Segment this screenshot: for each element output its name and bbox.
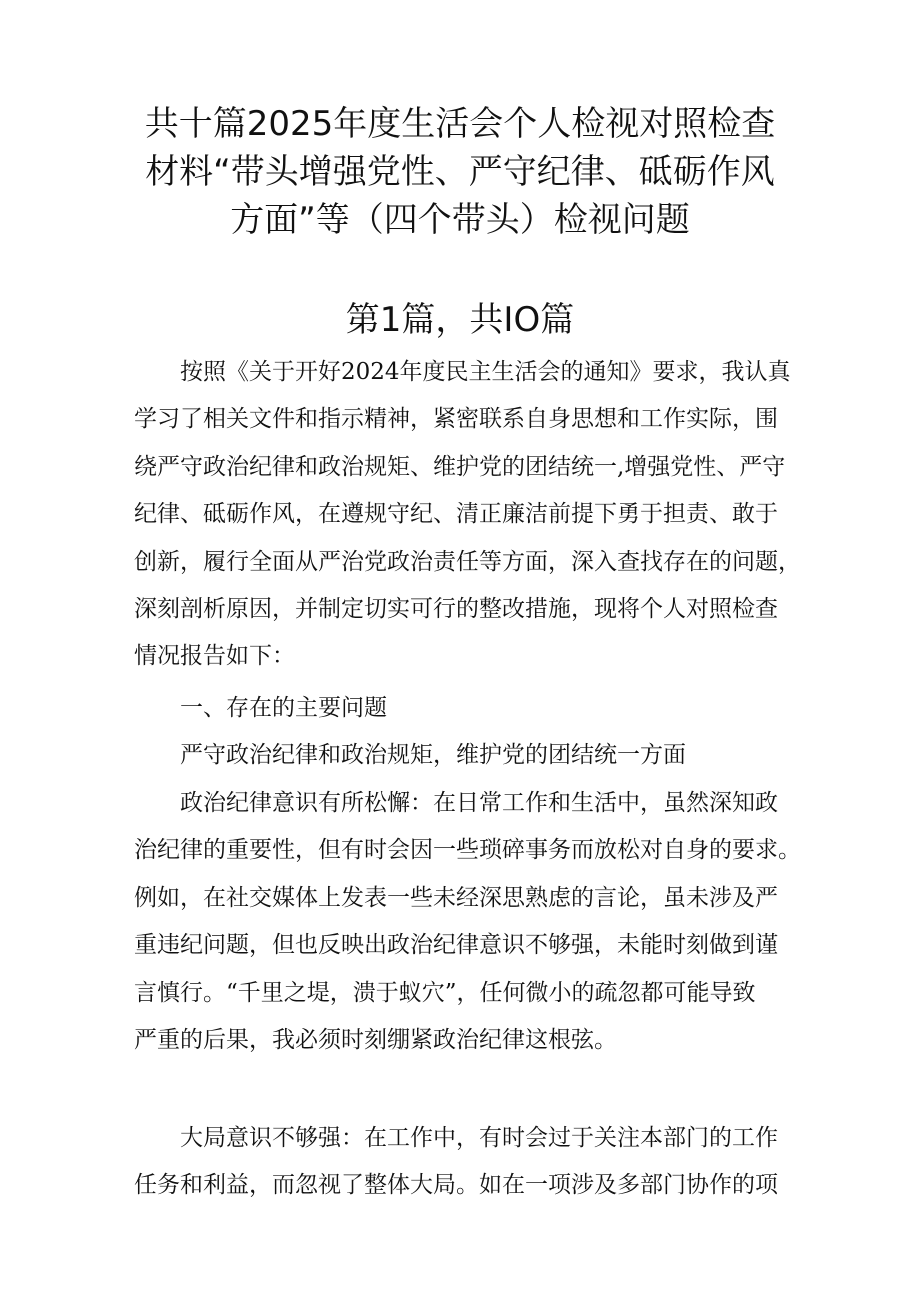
text-line: 学习了相关文件和指示精神，紧密联系自身思想和工作实际，围 — [134, 406, 778, 433]
intro-paragraph — [134, 349, 801, 681]
text-line: 大局意识不够强：在工作中，有时会过于关注本部门的工作 — [134, 1125, 778, 1151]
text-line: 严重的后果，我必须时刻绷紧政治纪律这根弦。 — [134, 1026, 617, 1053]
paragraph-overall-situation — [134, 1115, 794, 1210]
text-line: 绕严守政治纪律和政治规矩、维护党的团结统一,增强党性、严守 — [134, 453, 786, 480]
text-line: 例如，在社交媒体上发表一些未经深思熟虑的言论，虽未涉及严 — [134, 884, 778, 911]
text-line: 深刻剖析原因，并制定切实可行的整改措施，现将个人对照检查 — [134, 595, 778, 622]
document-subtitle: 第1篇，共IO篇 — [345, 300, 575, 340]
document-title — [100, 100, 820, 244]
text-line: 任务和利益，而忽视了整体大局。如在一项涉及多部门协作的项 — [134, 1172, 778, 1199]
text-line: 情况报告如下： — [134, 643, 295, 670]
title-line: 材料“带头增强党性、严守纪律、砥砺作风 — [145, 152, 775, 192]
text-line: 创新，履行全面从严治党政治责任等方面，深入查找存在的问题， — [134, 548, 801, 575]
text-line: 纪律、砥砺作风，在遵规守纪、清正廉洁前提下勇于担责、敢于 — [134, 501, 778, 528]
title-line: 方面”等（四个带头）检视问题 — [230, 200, 690, 240]
section-heading: 一、存在的主要问题 — [180, 695, 387, 721]
title-line: 共十篇2025年度生活会个人检视对照检查 — [144, 104, 776, 144]
text-line: 政治纪律意识有所松懈：在日常工作和生活中，虽然深知政 — [134, 790, 778, 816]
text-line: 治纪律的重要性，但有时会因一些琐碎事务而放松对自身的要求。 — [134, 837, 801, 864]
text-line: 按照《关于开好2024年度民主生活会的通知》要求，我认真 — [134, 359, 791, 385]
text-line: 言慎行。“千里之堤，溃于蚁穴”，任何微小的疏忽都可能导致 — [134, 979, 756, 1006]
sub-heading: 严守政治纪律和政治规矩，维护党的团结统一方面 — [180, 742, 686, 768]
paragraph-political-discipline — [134, 780, 801, 1064]
text-line: 重违纪问题，但也反映出政治纪律意识不够强，未能时刻做到谨 — [134, 932, 778, 959]
